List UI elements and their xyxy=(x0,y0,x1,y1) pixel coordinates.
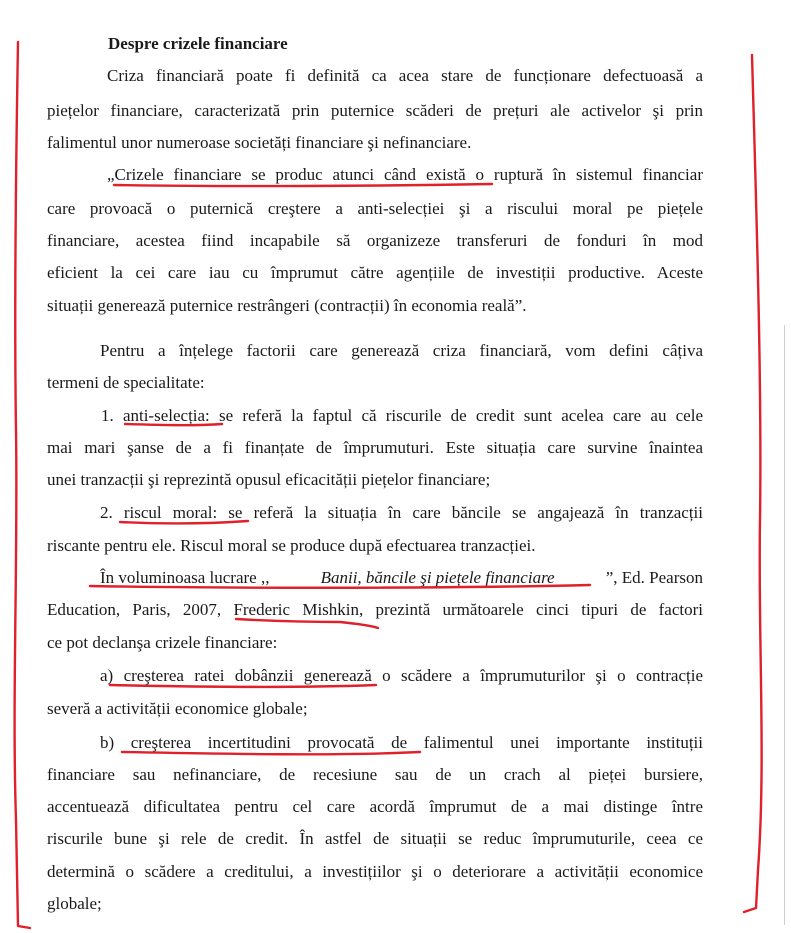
definition-line: 1. anti-selecția: se referă la faptul că riscurile de credit sunt acelea care au cele xyxy=(101,406,703,425)
definition-line: 2. riscul moral: se referă la situația în care băncile se angajează în tranzacții xyxy=(100,503,703,522)
factor-item: financiare sau nefinanciare, de recesiune sau de un crach al pieței bursiere, xyxy=(47,765,703,784)
factor-item: globale; xyxy=(47,894,102,913)
definition-line: riscante pentru ele. Riscul moral se produce după efectuarea tranzacției. xyxy=(47,536,536,555)
factor-item: accentuează dificultatea pentru cel care acordă împrumut de a mai distinge între xyxy=(47,797,703,816)
quote-line: situații generează puternice restrângeri (contracții) în economia reală”. xyxy=(47,296,527,315)
citation-line: Education, Paris, 2007, Frederic Mishkin, prezintă următoarele cinci tipuri de factori xyxy=(47,600,703,619)
paragraph-line: piețelor financiare, caracterizată prin puternice scăderi de prețuri ale activelor şi prin xyxy=(47,101,703,120)
factor-item: severă a activității economice globale; xyxy=(47,699,308,718)
paragraph-line: termeni de specialitate: xyxy=(47,373,205,392)
factor-item: determină o scădere a creditului, a investițiilor şi o deteriorare a activității economice xyxy=(47,862,703,881)
factor-item: riscurile bune şi rele de credit. În astfel de situații se reduc împrumuturile, ceea ce xyxy=(47,829,703,848)
section-heading: Despre crizele financiare xyxy=(108,34,288,53)
paragraph-line: Pentru a înțelege factorii care generează criza financiară, vom defini câțiva xyxy=(100,341,703,360)
citation-line: ce pot declanşa crizele financiare: xyxy=(47,633,278,652)
paragraph-line: falimentul unor numeroase societăți financiare şi nefinanciare. xyxy=(47,133,472,152)
quote-line: care provoacă o puternică creştere a anti-selecției şi a riscului moral pe piețele xyxy=(47,199,703,218)
quote-line: financiare, acestea fiind incapabile să organizeze transferuri de fonduri în mod xyxy=(47,231,703,250)
factor-item: b) creşterea incertitudini provocată de falimentul unei importante instituții xyxy=(100,733,703,752)
citation-line xyxy=(100,567,703,589)
definition-line: mai mari şanse de a fi finanțate de împrumuturi. Este situația care survine înaintea xyxy=(47,438,703,457)
quote-line: „Crizele financiare se produc atunci când există o ruptură în sistemul financiar xyxy=(107,165,703,184)
definition-line: unei tranzacții şi reprezintă opusul eficacității piețelor financiare; xyxy=(47,470,491,489)
quote-line: eficient la cei care iau cu împrumut către agențiile de investiții productive. Aceste xyxy=(47,263,703,282)
citation-publisher: ”, Ed. Pearson xyxy=(605,568,703,587)
citation-intro: În voluminoasa lucrare ,, xyxy=(100,568,270,587)
paragraph-line: Criza financiară poate fi definită ca acea stare de funcționare defectuoasă a xyxy=(107,66,703,85)
factor-item: a) creşterea ratei dobânzii generează o scădere a împrumuturilor şi o contracție xyxy=(100,666,703,685)
book-title: Banii, băncile şi piețele financiare xyxy=(320,568,555,587)
